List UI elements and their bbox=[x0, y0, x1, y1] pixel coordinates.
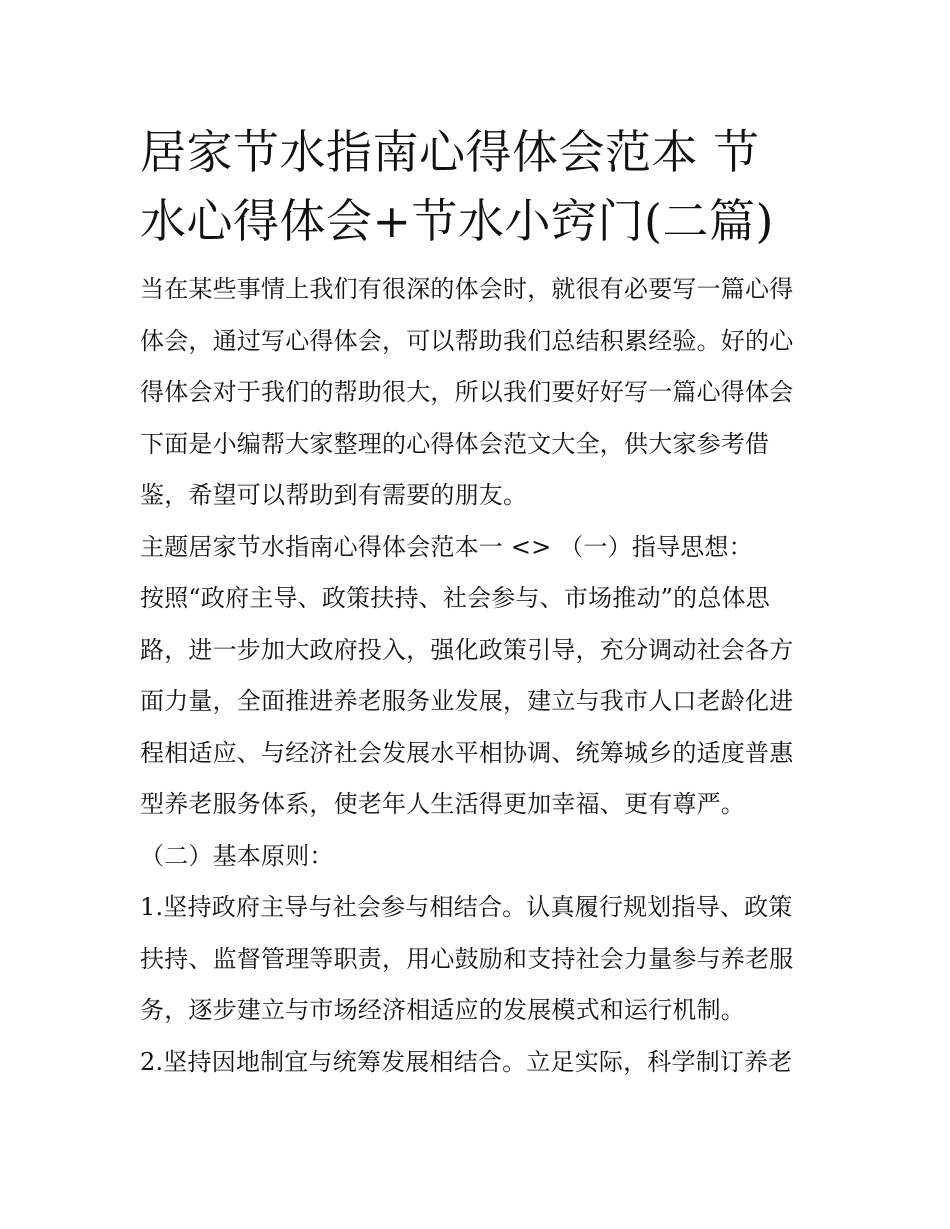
body-line-principle-1a: 1.坚持政府主导与社会参与相结合。认真履行规划指导、政策 bbox=[140, 893, 793, 921]
body-line-intro-5: 鉴，希望可以帮助到有需要的朋友。 bbox=[140, 481, 528, 509]
title-line-1: 居家节水指南心得体会范本 节 bbox=[140, 125, 760, 179]
body-line-principle-2a: 2.坚持因地制宜与统筹发展相结合。立足实际，科学制订养老 bbox=[140, 1047, 793, 1076]
body-line-principle-1c: 务，逐步建立与市场经济相适应的发展模式和运行机制。 bbox=[140, 996, 745, 1024]
body-line-intro-3: 得体会对于我们的帮助很大，所以我们要好好写一篇心得体会 bbox=[140, 378, 794, 406]
body-line-ideology-4: 程相适应、与经济社会发展水平相协调、统筹城乡的适度普惠 bbox=[140, 738, 794, 767]
section-heading-basic-principles: （二）基本原则： bbox=[140, 841, 334, 870]
body-line-ideology-2: 路，进一步加大政府投入，强化政策引导，充分调动社会各方 bbox=[140, 635, 794, 664]
document-body bbox=[140, 264, 820, 1088]
document-title bbox=[140, 118, 820, 256]
section-heading-guiding-ideology: 主题居家节水指南心得体会范本一 <> （一）指导思想： bbox=[140, 532, 753, 561]
body-line-intro-4: 下面是小编帮大家整理的心得体会范文大全，供大家参考借 bbox=[140, 429, 770, 458]
title-line-2: 水心得体会+节水小窍门(二篇) bbox=[140, 194, 774, 248]
body-line-ideology-3: 面力量，全面推进养老服务业发展，建立与我市人口老龄化进 bbox=[140, 687, 794, 715]
body-line-intro-1: 当在某些事情上我们有很深的体会时，就很有必要写一篇心得 bbox=[140, 275, 794, 303]
body-line-principle-1b: 扶持、监督管理等职责，用心鼓励和支持社会力量参与养老服 bbox=[140, 944, 794, 973]
document-page bbox=[140, 118, 820, 1088]
body-line-ideology-5: 型养老服务体系，使老年人生活得更加幸福、更有尊严。 bbox=[140, 790, 745, 818]
body-line-intro-2: 体会，通过写心得体会，可以帮助我们总结积累经验。好的心 bbox=[140, 326, 794, 355]
body-line-ideology-1: 按照“政府主导、政策扶持、社会参与、市场推动”的总体思 bbox=[140, 584, 770, 612]
